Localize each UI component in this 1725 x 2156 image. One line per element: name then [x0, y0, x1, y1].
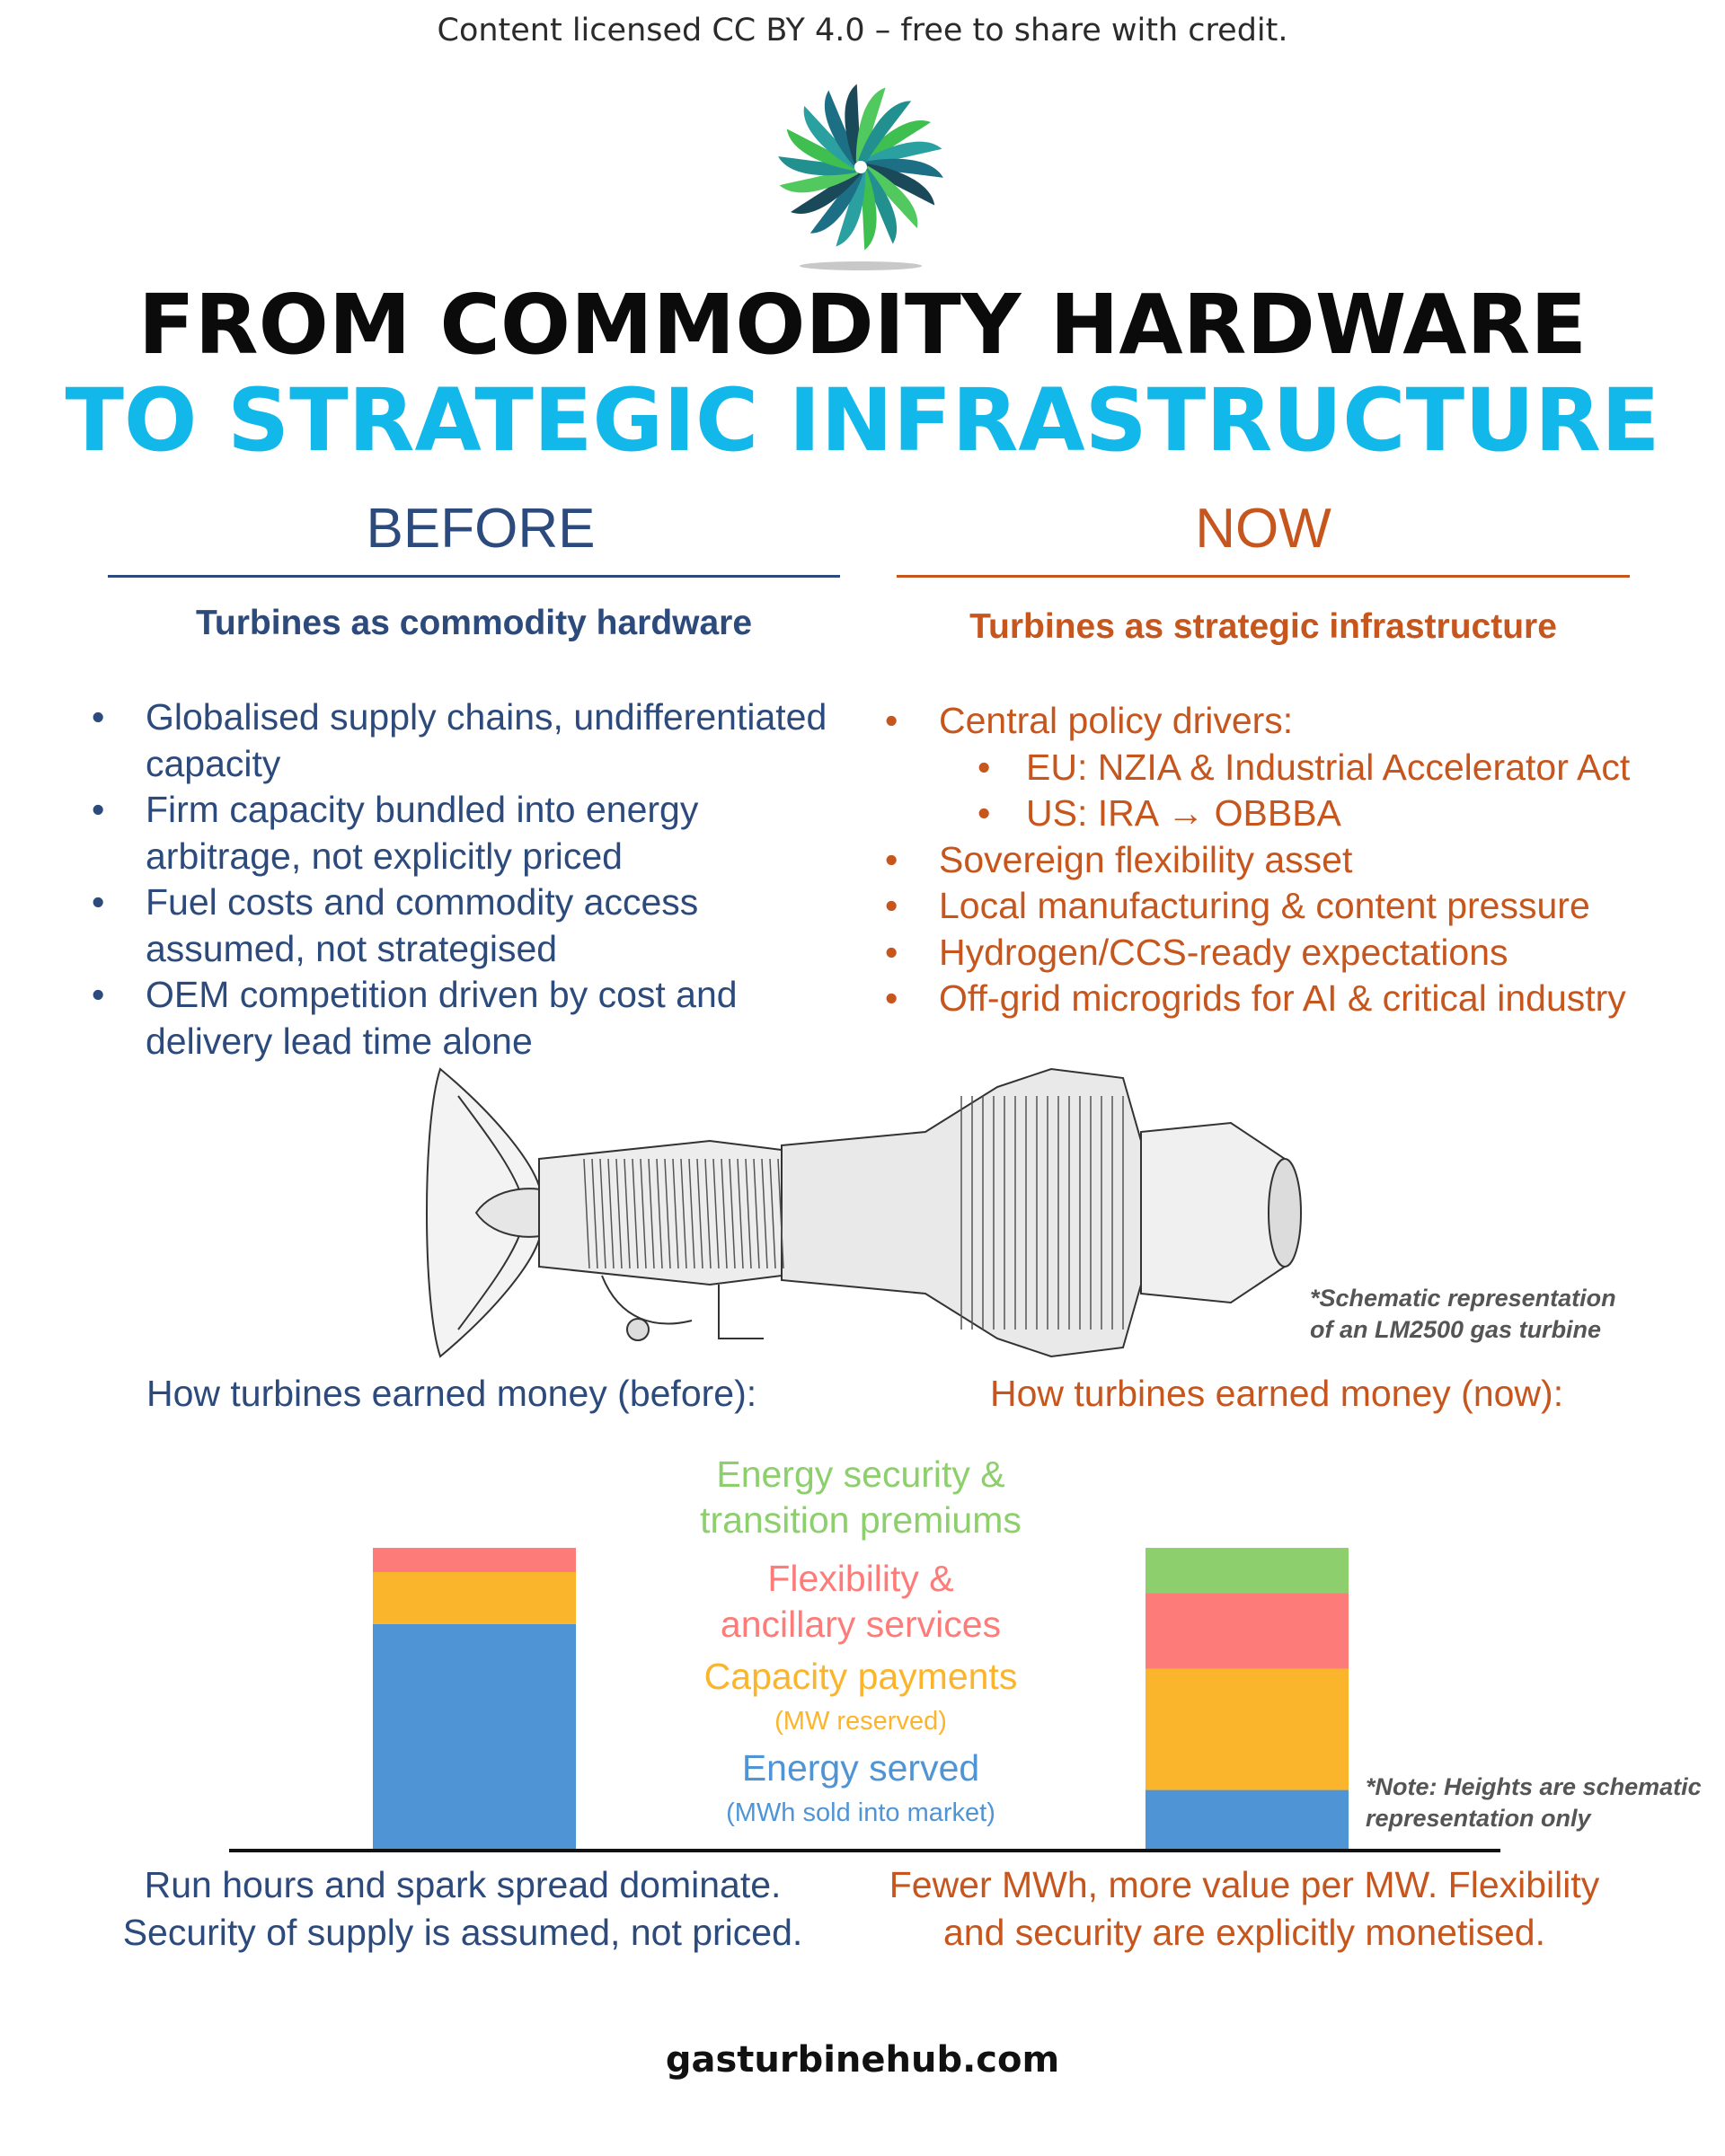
logo-hub — [854, 161, 867, 173]
legend-text: Capacity payments — [703, 1656, 1018, 1697]
now-caption — [845, 1861, 1644, 1957]
bar-segment-now-0 — [1146, 1790, 1349, 1849]
now-bullet: • Central policy drivers: — [939, 698, 1712, 745]
now-subheading: Turbines as strategic infrastructure — [969, 607, 1557, 646]
legend-text: (MW reserved) — [774, 1707, 947, 1736]
now-sub-bullet: • US: IRA → OBBBA — [1026, 791, 1712, 837]
before-subheading: Turbines as commodity hardware — [195, 604, 753, 642]
now-bullet: • Hydrogen/CCS-ready expectations — [939, 930, 1712, 976]
now-caption-line: and security are explicitly monetised. — [943, 1912, 1545, 1953]
before-caption-line: Security of supply is assumed, not priced. — [122, 1912, 803, 1953]
before-money-heading: How turbines earned money (before): — [146, 1373, 757, 1414]
license-notice: Content licensed CC BY 4.0 – free to share with credit. — [437, 13, 1288, 49]
gas-turbine-illustration — [422, 1033, 1339, 1392]
before-heading: BEFORE — [366, 498, 596, 560]
now-bullet: • Off-grid microgrids for AI & critical industry — [939, 976, 1712, 1022]
bar-segment-before-0 — [373, 1624, 576, 1849]
before-divider — [108, 575, 840, 578]
turbine-footnote-line: *Schematic representation — [1310, 1285, 1616, 1312]
chart-footnote-line: *Note: Heights are schematic — [1366, 1773, 1702, 1800]
before-bullet: • OEM competition driven by cost and delivery lead time alone — [146, 972, 828, 1065]
now-heading: NOW — [1195, 498, 1331, 560]
chart-footnote-line: representation only — [1366, 1805, 1591, 1832]
now-divider — [897, 575, 1630, 578]
legend-text: ancillary services — [720, 1604, 1002, 1645]
now-bullet: • Local manufacturing & content pressure — [939, 883, 1712, 930]
now-bullet: • Sovereign flexibility asset — [939, 837, 1712, 884]
before-caption — [90, 1861, 836, 1957]
now-money-heading: How turbines earned money (now): — [990, 1373, 1564, 1414]
swirl-logo-icon — [771, 81, 951, 280]
before-caption-line: Run hours and spark spread dominate. — [144, 1864, 782, 1905]
now-caption-line: Fewer MWh, more value per MW. Flexibility — [889, 1864, 1600, 1905]
site-footer: gasturbinehub.com — [665, 2039, 1060, 2081]
title-line-1: FROM COMMODITY HARDWARE — [137, 277, 1588, 373]
turbine-footnote-line: of an LM2500 gas turbine — [1310, 1316, 1602, 1343]
title-line-2: TO STRATEGIC INFRASTRUCTURE — [65, 370, 1660, 471]
bar-segment-before-1 — [373, 1572, 576, 1624]
legend-text: (MWh sold into market) — [726, 1798, 995, 1827]
chart-footnote — [1366, 1772, 1702, 1834]
before-bullet-list — [146, 694, 828, 1065]
now-bullet-list — [939, 698, 1712, 1022]
before-bullet: • Fuel costs and commodity access assumed, not strategised — [146, 879, 828, 972]
bar-segment-now-1 — [1146, 1669, 1349, 1790]
turbine-footnote — [1310, 1283, 1616, 1346]
before-bullet: • Firm capacity bundled into energy arbitrage, not explicitly priced — [146, 787, 828, 879]
legend-text: Flexibility & — [767, 1558, 954, 1599]
legend-text: transition premiums — [700, 1499, 1022, 1541]
legend-text: Energy served — [741, 1747, 980, 1789]
bar-segment-now-2 — [1146, 1593, 1349, 1669]
legend-text: Energy security & — [716, 1454, 1005, 1495]
bar-segment-before-2 — [373, 1548, 576, 1572]
now-sub-bullet: • EU: NZIA & Industrial Accelerator Act — [1026, 745, 1712, 791]
bar-segment-now-3 — [1146, 1548, 1349, 1593]
before-bullet: • Globalised supply chains, undifferentiated capacity — [146, 694, 828, 787]
